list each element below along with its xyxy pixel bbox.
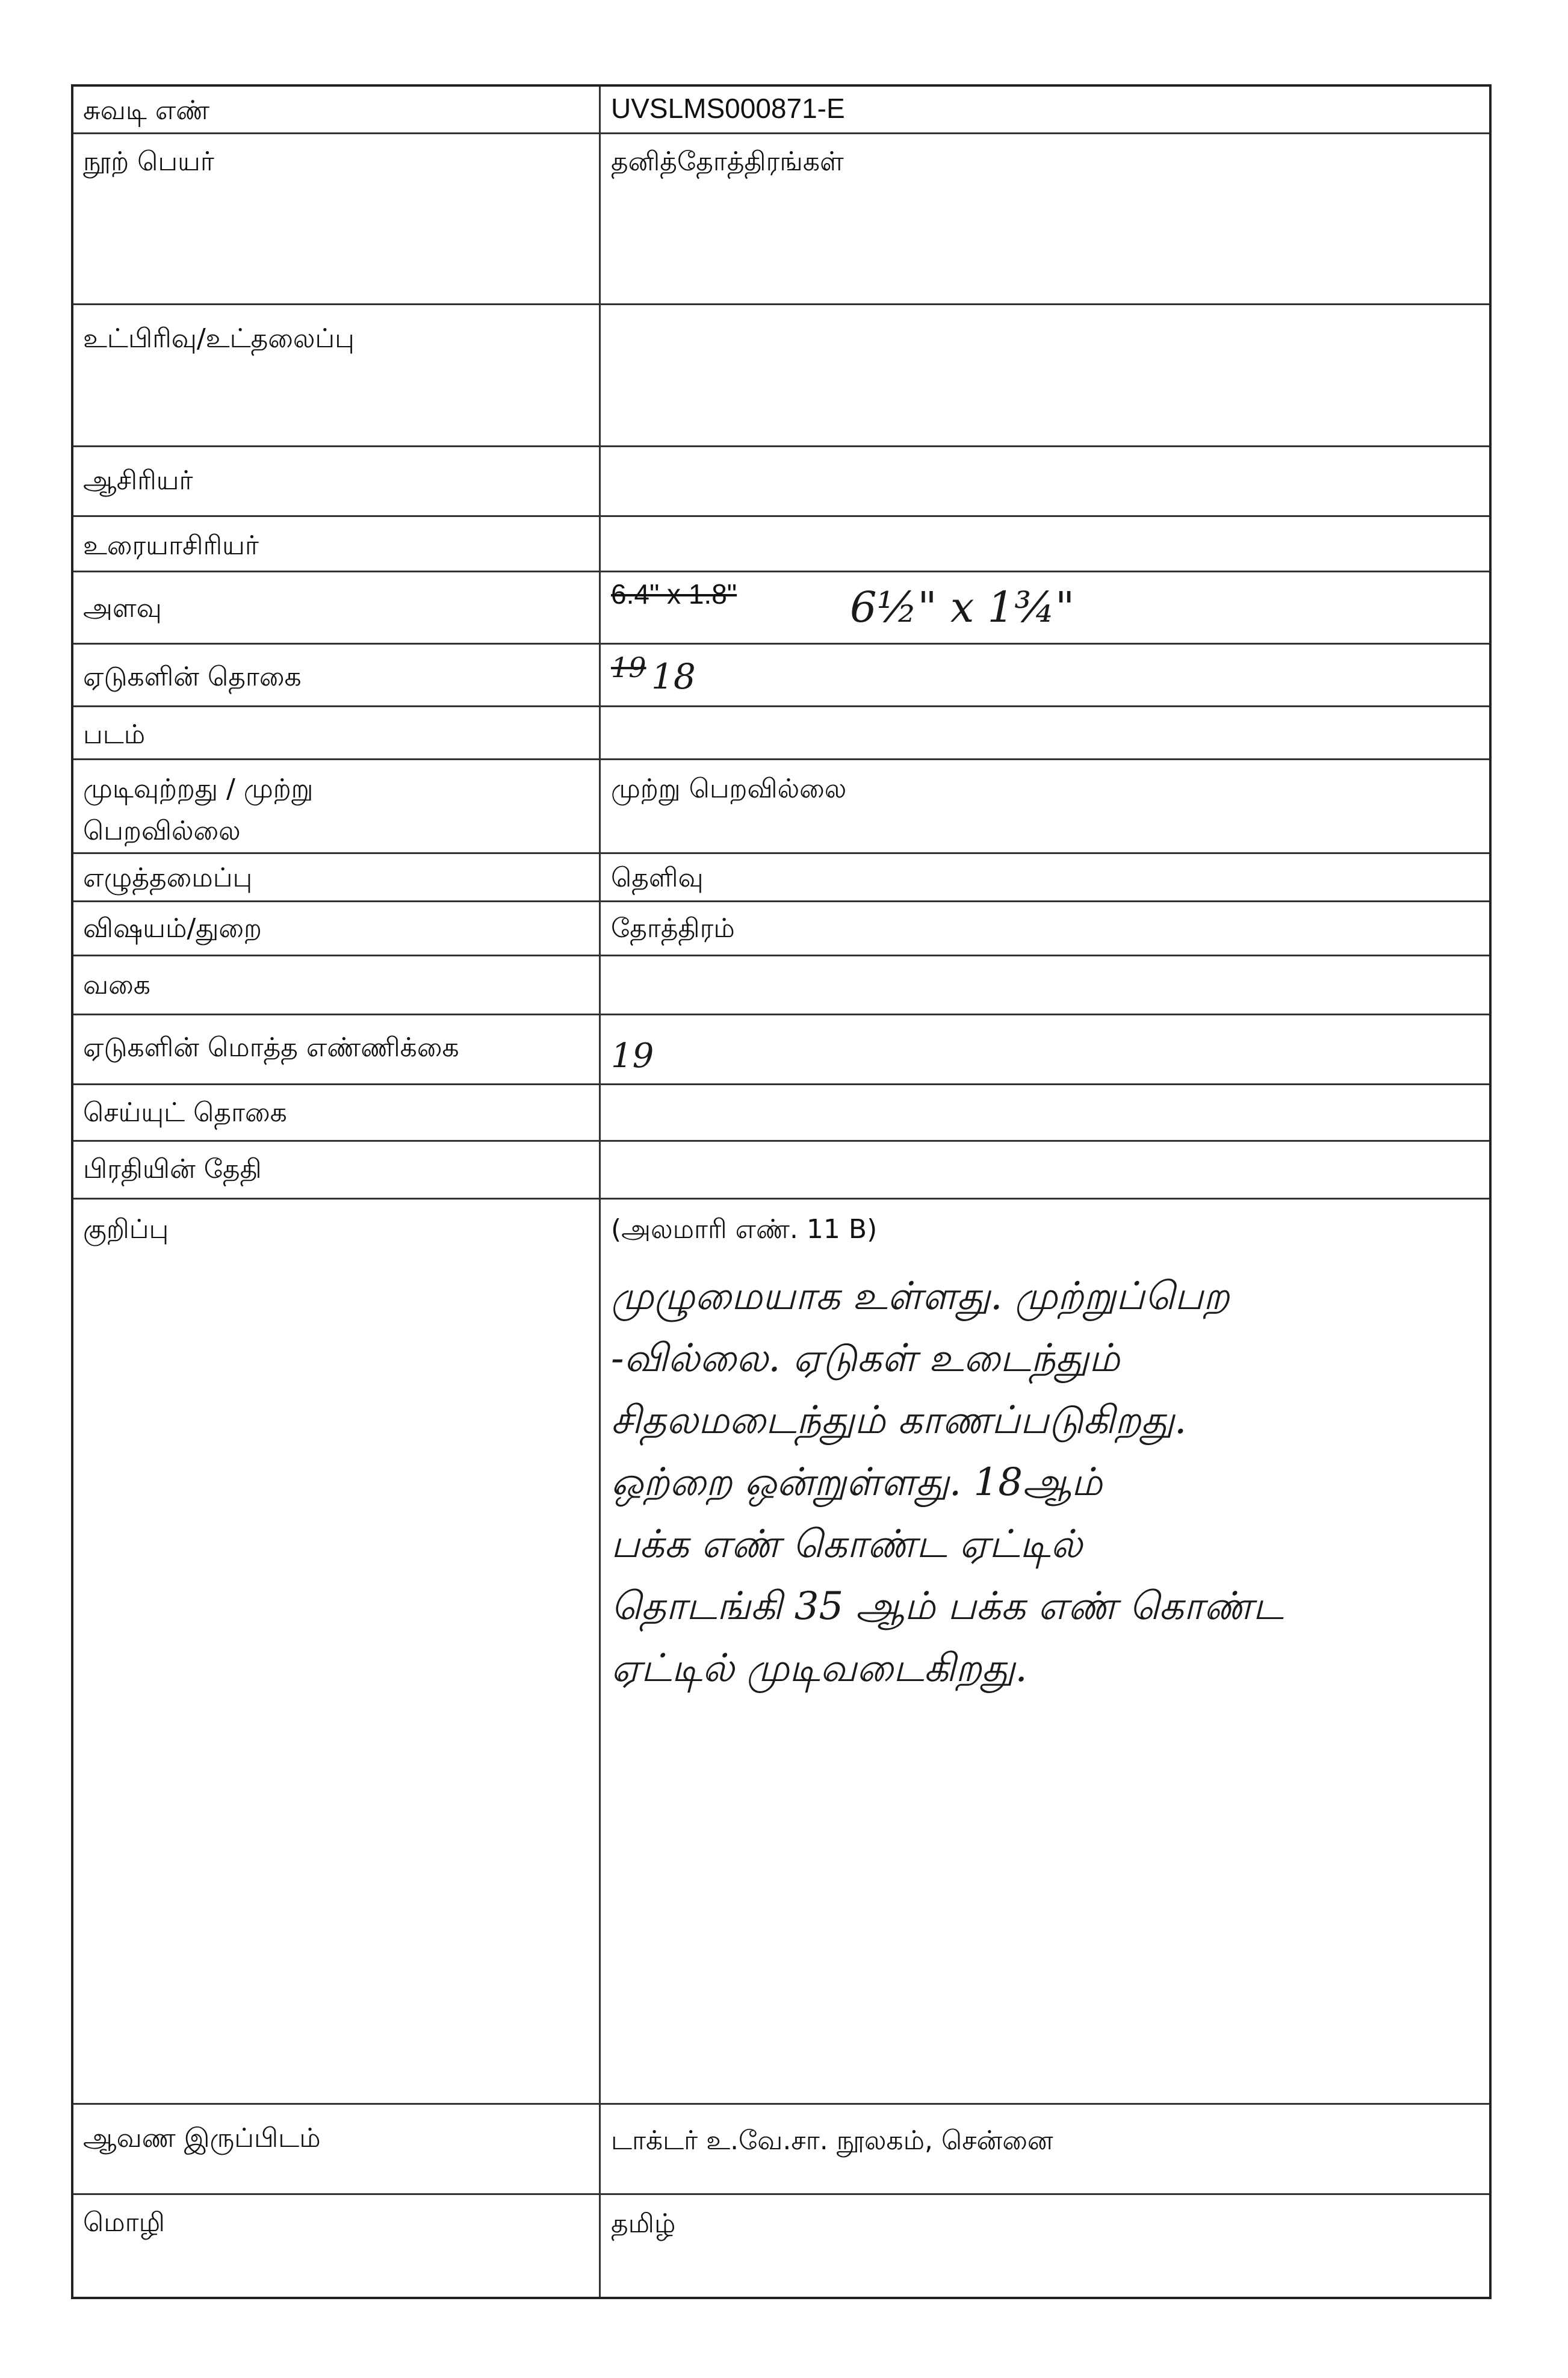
row-mudivu: [73, 758, 1489, 852]
label-padam: படம்: [83, 719, 146, 750]
row-mottha-ennikkai: [73, 1014, 1489, 1083]
value-nool-peyar: தனித்தோத்திரங்கள்: [611, 146, 844, 177]
row-uraiyaasiriyar: [73, 515, 1489, 571]
value-edugal-struck: 19: [611, 651, 646, 684]
label-vishayam: விஷயம்/துறை: [83, 913, 262, 944]
note-line: தொடங்கி 35 ஆம் பக்க எண் கொண்ட: [611, 1584, 1284, 1629]
note-line: ஏட்டில் முடிவடைகிறது.: [611, 1646, 1027, 1691]
label-edugal-thogai: ஏடுகளின் தொகை: [83, 661, 302, 692]
row-vishayam: [73, 900, 1489, 955]
label-uraiyaasiriyar: உரையாசிரியர்: [83, 530, 259, 561]
label-mozhi: மொழி: [83, 2207, 165, 2238]
row-aavana-iruppidam: [73, 2103, 1489, 2193]
value-edugal-handwritten: 18: [651, 656, 696, 697]
note-line: சிதலமடைந்தும் காணப்படுகிறது.: [611, 1398, 1187, 1443]
value-mottha-handwritten: 19: [611, 1036, 654, 1076]
row-alavu: [73, 571, 1489, 643]
label-aasiriyar: ஆசிரியர்: [83, 465, 193, 496]
label-mottha-ennikkai: ஏடுகளின் மொத்த எண்ணிக்கை: [83, 1032, 459, 1063]
label-seyyut-thogai: செய்யுட் தொகை: [83, 1097, 287, 1128]
label-nool-peyar: நூற் பெயர்: [83, 146, 214, 177]
value-alavu-handwritten: 6½" x 1¾": [850, 583, 1075, 632]
row-ezhuthamaippu: [73, 852, 1489, 900]
kurippu-handwritten-note: [611, 1266, 1283, 1700]
row-padam: [73, 705, 1489, 758]
row-kurippu: [73, 1198, 1489, 2103]
value-alavu-struck: 6.4" x 1.8": [611, 578, 737, 610]
row-aasiriyar: [73, 445, 1489, 515]
value-suvadi-en: UVSLMS000871-E: [611, 93, 845, 124]
label-kurippu: குறிப்பு: [83, 1214, 169, 1245]
label-alavu: அளவு: [83, 593, 162, 624]
value-kurippu-almirah: (அலமாரி எண். 11 B): [611, 1214, 878, 1245]
value-vishayam: தோத்திரம்: [611, 913, 735, 944]
row-vagai: [73, 955, 1489, 1014]
label-vagai: வகை: [83, 970, 150, 1000]
row-suvadi-en: [73, 87, 1489, 132]
row-edugal-thogai: [73, 643, 1489, 705]
note-line: -வில்லை. ஏடுகள் உடைந்தும்: [611, 1336, 1120, 1381]
row-seyyut-thogai: [73, 1083, 1489, 1140]
note-line: ஒற்றை ஒன்றுள்ளது. 18ஆம்: [611, 1460, 1103, 1505]
label-mudivu-line2: பெறவில்லை: [83, 816, 241, 846]
manuscript-record-table: [71, 84, 1492, 2299]
note-line: முழுமையாக உள்ளது. முற்றுப்பெற: [611, 1274, 1230, 1319]
value-mudivu: முற்று பெறவில்லை: [611, 773, 847, 804]
row-mozhi: [73, 2193, 1489, 2297]
value-mozhi: தமிழ்: [611, 2208, 676, 2239]
label-aavana-iruppidam: ஆவண இருப்பிடம்: [83, 2123, 321, 2154]
label-prathi-thethi: பிரதியின் தேதி: [83, 1154, 262, 1184]
label-utpirivu: உட்பிரிவு/உட்தலைப்பு: [83, 323, 355, 354]
row-nool-peyar: [73, 132, 1489, 303]
row-utpirivu: [73, 303, 1489, 445]
row-prathi-thethi: [73, 1140, 1489, 1198]
label-suvadi-en: சுவடி எண்: [83, 95, 210, 126]
value-ezhuthamaippu: தெளிவு: [611, 862, 704, 893]
label-mudivu-line1: முடிவுற்றது / முற்று: [83, 773, 314, 804]
label-ezhuthamaippu: எழுத்தமைப்பு: [83, 862, 253, 893]
note-line: பக்க எண் கொண்ட ஏட்டில்: [611, 1522, 1083, 1567]
value-aavana-iruppidam: டாக்டர் உ.வே.சா. நூலகம், சென்னை: [611, 2125, 1053, 2156]
